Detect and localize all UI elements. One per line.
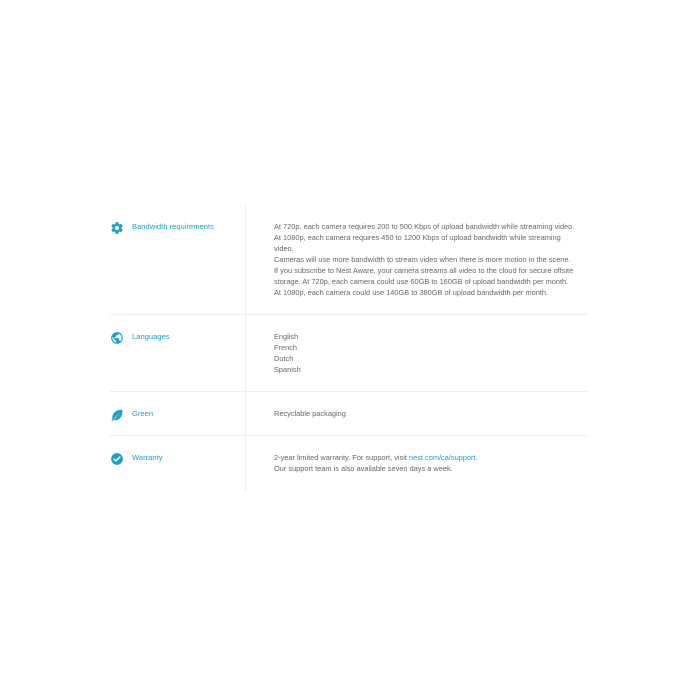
language-item: Dutch <box>274 354 294 363</box>
spec-value-line: At 1080p, each camera could use 140GB to 380GB of upload bandwidth per month. <box>274 288 549 297</box>
spec-value-cell <box>246 436 478 492</box>
spec-row-languages <box>110 315 588 392</box>
spec-row-green <box>110 392 588 436</box>
spec-table <box>110 205 588 492</box>
spec-value-line <box>274 452 478 463</box>
spec-label-cell <box>110 205 246 313</box>
language-item: French <box>274 343 298 352</box>
gear-icon <box>110 221 124 235</box>
spec-value-line: Cameras will use more bandwidth to stream video when there is more motion in the scene. <box>274 255 571 264</box>
warranty-period: . <box>475 453 478 462</box>
spec-value-cell <box>246 315 301 391</box>
spec-value-line: Recyclable packaging <box>274 409 346 418</box>
language-item: English <box>274 332 299 341</box>
warranty-text: 2-year limited warranty. For support, visit <box>274 453 409 462</box>
spec-value-cell <box>246 392 346 435</box>
spec-label-cell <box>110 436 246 492</box>
spec-label: Bandwidth requirements <box>132 222 214 231</box>
spec-value-line: At 1080p, each camera requires 450 to 1200 Kbps of upload bandwidth while streaming <box>274 233 561 242</box>
spec-row-warranty <box>110 436 588 492</box>
spec-value-line: If you subscribe to Nest Aware, your camera streams all video to the cloud for secure offsite <box>274 266 574 275</box>
spec-value-line: At 720p, each camera requires 200 to 500 Kbps of upload bandwidth while streaming video. <box>274 222 575 231</box>
support-link[interactable]: nest.com/ca/support <box>409 453 476 462</box>
spec-label-cell <box>110 315 246 391</box>
globe-icon <box>110 331 124 345</box>
spec-row-bandwidth <box>110 205 588 315</box>
spec-value-cell <box>246 205 574 314</box>
spec-label-cell <box>110 392 246 435</box>
spec-value-line: storage. At 720p, each camera could use 60GB to 160GB of upload bandwidth per month. <box>274 277 569 286</box>
spec-value-line: Our support team is also available seven days a week. <box>274 464 453 473</box>
spec-value-line: video. <box>274 244 294 253</box>
checkmark-circle-icon <box>110 452 124 466</box>
spec-label: Warranty <box>132 453 163 462</box>
spec-label: Languages <box>132 332 170 341</box>
spec-label: Green <box>132 409 154 418</box>
language-item: Spanish <box>274 365 301 374</box>
leaf-icon <box>110 408 124 422</box>
